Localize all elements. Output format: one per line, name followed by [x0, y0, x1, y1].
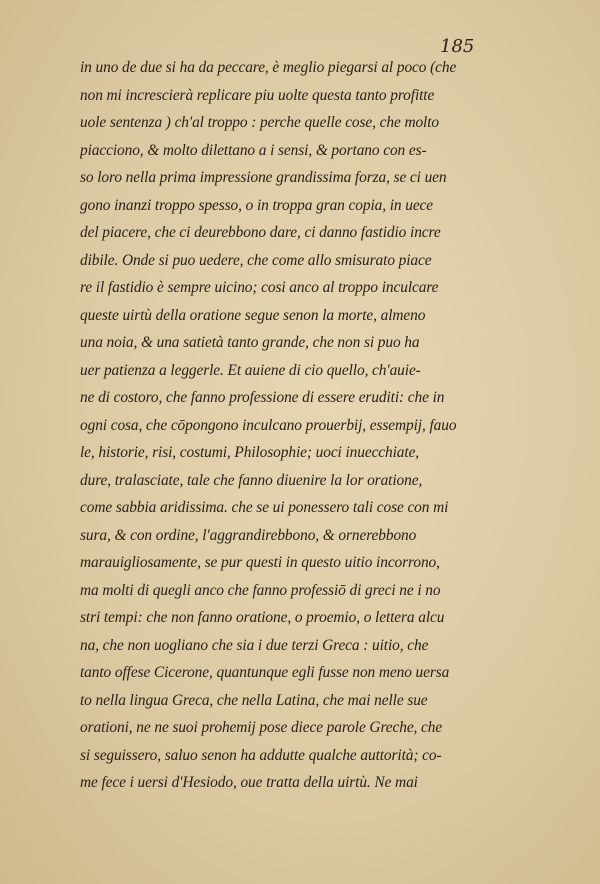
text-line: uole sentenza ) ch'al troppo : perche quelle cose, che molto	[80, 114, 440, 131]
text-block	[80, 54, 548, 797]
text-line: me fece i uersi d'Hesiodo, oue tratta della uirtù. Ne mai	[80, 774, 418, 791]
text-line: so loro nella prima impressione grandissima forza, se ci uen	[80, 169, 447, 186]
text-line: dibile. Onde si puo uedere, che come allo smisurato piace	[80, 251, 432, 269]
text-line: tanto offese Cicerone, quantunque egli fusse non meno uersa	[80, 664, 450, 681]
text-line: re il fastidio è sempre uicino; cosi anco al troppo inculcare	[80, 279, 439, 296]
text-line: non mi increscierà replicare piu uolte questa tanto profitte	[80, 86, 435, 104]
text-line: marauigliosamente, se pur questi in questo uitio incorrono,	[80, 554, 440, 571]
text-line: queste uirtù della oratione segue senon la morte, almeno	[80, 306, 426, 324]
text-line: ne di costoro, che fanno professione di essere eruditi: che in	[80, 389, 445, 406]
text-line: ma molti di quegli anco che fanno professiō di greci ne i no	[80, 581, 441, 599]
text-line: dure, tralasciate, tale che fanno diuenire la lor oratione,	[80, 471, 423, 489]
text-line: gono inanzi troppo spesso, o in troppa gran copia, in uece	[80, 196, 434, 214]
text-line: uer patienza a leggerle. Et auiene di cio quello, ch'auie-	[80, 361, 421, 379]
text-line: le, historie, risi, costumi, Philosophie; uoci inuecchiate,	[80, 444, 420, 461]
text-line: to nella lingua Greca, che nella Latina, che mai nelle sue	[80, 691, 428, 709]
text-line: piacciono, & molto dilettano a i sensi, & portano con es-	[80, 141, 427, 159]
text-line: si seguissero, saluo senon ha addutte qualche auttorità; co-	[80, 746, 442, 764]
text-line: orationi, ne ne suoi prohemij pose diece parole Greche, che	[80, 719, 443, 736]
page-number: 185	[440, 36, 475, 57]
text-line: una noia, & una satietà tanto grande, che non si puo ha	[80, 334, 420, 351]
text-line: come sabbia aridissima. che se ui ponessero tali cose con mi	[80, 499, 449, 516]
text-line: ogni cosa, che cōpongono inculcano prouerbij, essempij, fauo	[80, 416, 457, 434]
text-line: na, che non uogliano che sia i due terzi Greca : uitio, che	[80, 636, 429, 654]
text-line: sura, & con ordine, l'aggrandirebbono, & ornerebbono	[80, 526, 417, 544]
text-line: stri tempi: che non fanno oratione, o proemio, o lettera alcu	[80, 609, 445, 626]
text-line: del piacere, che ci deurebbono dare, ci danno fastidio incre	[80, 224, 441, 241]
text-line: in uno de due si ha da peccare, è meglio piegarsi al poco (che	[80, 59, 457, 76]
